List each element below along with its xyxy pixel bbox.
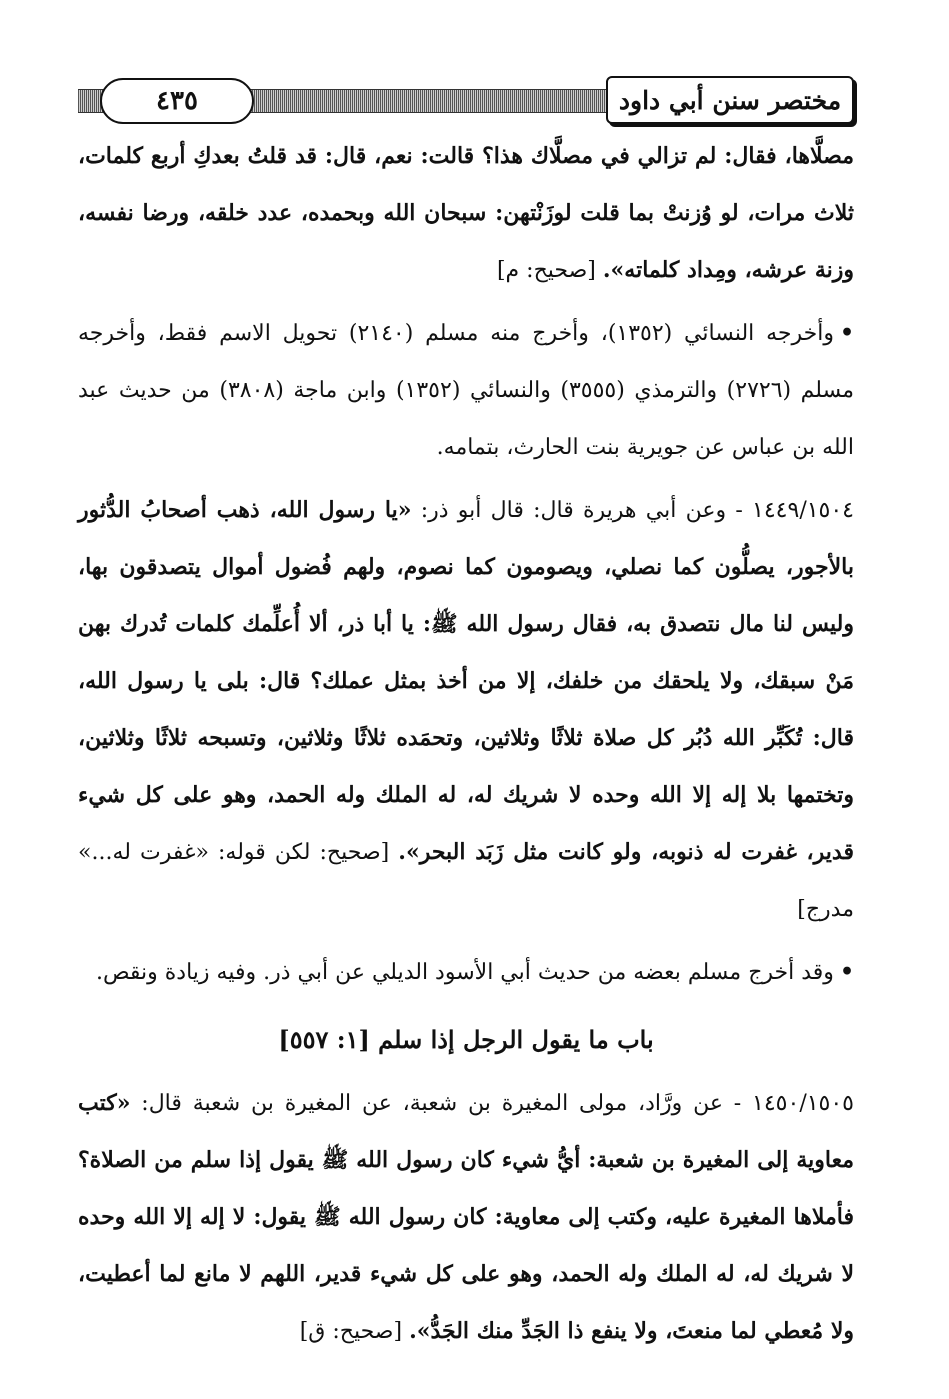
hadith-text: «يا رسول الله، ذهب أصحابُ الدُّثور بالأجور، يصلُّون كما نصلي، ويصومون كما نصوم، ولهم فُضول أموال يتصدقون بها، وليس لنا مال نتصدق به، فقال رسول الله ﷺ: يا أبا ذر، ألا أُعلِّمك كلمات تُدرك بهن مَنْ سبقك، ولا يلحقك من خلفك، إلا من أخذ بمثل عملك؟ قال: بلى يا رسول الله، قال: تُكَبِّر الله دُبُر كل صلاة ثلاثًا وثلاثين، وتحمَده ثلاثًا وثلاثين، وتسبحه ثلاثًا وثلاثين، وتختمها بلا إله إلا الله وحده لا شريك له، له الملك وله الحمد، وهو على كل شيء قدير، غفرت له ذنوبه، ولو كانت مثل زَبَد البحر». <box>78 497 854 865</box>
chapter-heading: باب ما يقول الرجل إذا سلم [١: ٥٥٧] <box>278 1025 654 1054</box>
hadith-text: «كتب معاوية إلى المغيرة بن شعبة: أيُّ شيء كان رسول الله ﷺ يقول إذا سلم من الصلاة؟ فأملاها المغيرة عليه، وكتب إلى معاوية: كان رسول الله ﷺ يقول: لا إله إلا الله وحده لا شريك له، له الملك وله الحمد، وهو على كل شيء قدير، اللهم لا مانع لما أعطيت، ولا مُعطي لما منعتَ، ولا ينفع ذا الجَدِّ منك الجَدُّ». <box>78 1090 854 1344</box>
paragraph-continued-hadith <box>78 128 854 299</box>
note-text: وقد أخرج مسلم بعضه من حديث أبي الأسود الديلي عن أبي ذر. وفيه زيادة ونقص. <box>95 960 834 985</box>
hadith-grade: [صحيح: لكن قوله: «غفرت له...» مدرج] <box>78 840 854 922</box>
hadith-1505 <box>78 1075 854 1360</box>
hadith-number: ١٤٥٠/١٥٠٥ - عن ورَّاد، مولى المغيرة بن شعبة، عن المغيرة بن شعبة قال: <box>130 1091 854 1116</box>
page-number-badge <box>100 78 254 124</box>
bullet: • <box>839 959 854 985</box>
note-text: وأخرجه النسائي (١٣٥٢)، وأخرج منه مسلم (٢١٤٠) تحويل الاسم فقط، وأخرجه مسلم (٢٧٢٦) والترمذي (٣٥٥٥) والنسائي (١٣٥٢) وابن ماجة (٣٨٠٨) من حديث عبد الله بن عباس عن جويرية بنت الحارث، بتمامه. <box>78 321 855 460</box>
hadith-grade: [صحيح: ق] <box>299 1319 410 1344</box>
page-header <box>78 74 854 126</box>
hadith-number: ١٤٤٩/١٥٠٤ - وعن أبي هريرة قال: قال أبو ذر: <box>411 498 854 523</box>
paragraph-text: مصلَّاها، فقال: لم تزالي في مصلَّاك هذا؟ قالت: نعم، قال: قد قلتُ بعدكِ أربع كلمات، ثلاث مرات، لو وُزنتْ بما قلت لوزَنْتهن: سبحان الله وبحمده، عدد خلقه، ورضا نفسه، وزنة عرشه، ومِداد كلماته». <box>78 143 854 283</box>
page-body <box>78 128 854 1360</box>
book-title-box <box>606 76 854 124</box>
takhrij-note <box>78 944 854 1001</box>
book-title: مختصر سنن أبي داود <box>618 85 842 115</box>
page-number: ٤٣٥ <box>156 86 198 116</box>
bullet: • <box>839 320 855 346</box>
takhrij-note <box>78 305 854 476</box>
hadith-grade: [صحيح: م] <box>496 258 603 283</box>
hadith-1504 <box>78 482 854 938</box>
